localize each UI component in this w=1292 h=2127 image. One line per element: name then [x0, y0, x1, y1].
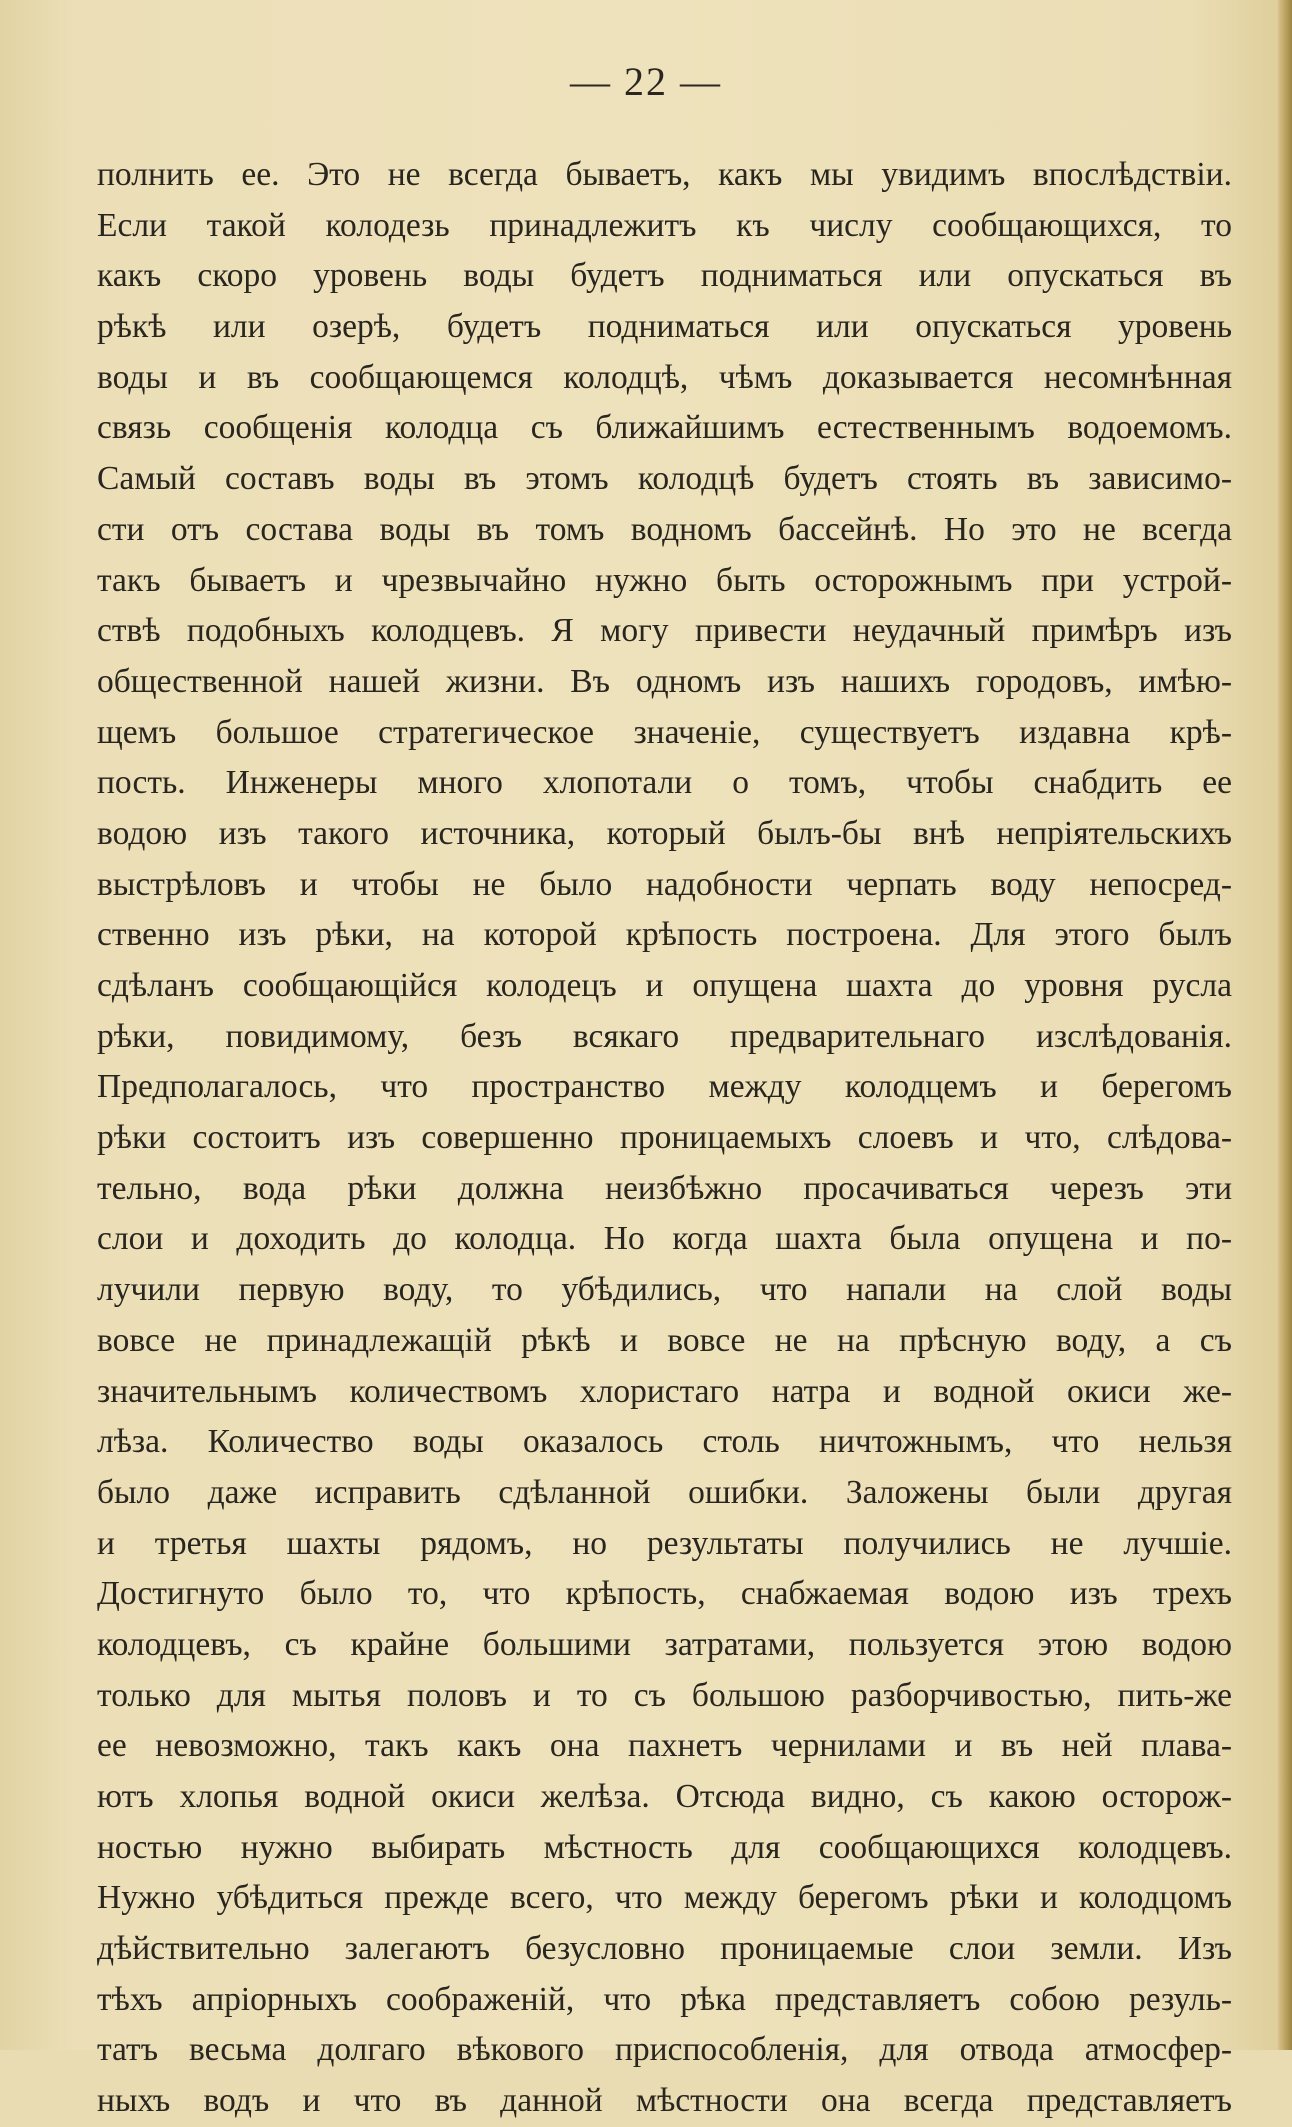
body-text: [97, 150, 1232, 2127]
text-line: рѣкѣ или озерѣ, будетъ подниматься или опускаться уровень: [97, 308, 1232, 346]
text-line: ныхъ водъ и что въ данной мѣстности она всегда представляетъ: [97, 2082, 1232, 2120]
text-line: сдѣланъ сообщающійся колодецъ и опущена шахта до уровня русла: [97, 967, 1232, 1004]
text-line: только для мытья половъ и то съ большою разборчивостью, пить-же: [97, 1676, 1232, 1714]
text-line: Нужно убѣдиться прежде всего, что между берегомъ рѣки и колодцомъ: [97, 1879, 1232, 1917]
text-line: вовсе не принадлежащій рѣкѣ и вовсе не на прѣсную воду, а съ: [97, 1321, 1232, 1359]
text-line: какъ скоро уровень воды будетъ подниматься или опускаться въ: [97, 257, 1232, 295]
text-line: тѣхъ апріорныхъ соображеній, что рѣка представляетъ собою резуль-: [97, 1980, 1232, 2018]
text-line: сти отъ состава воды въ томъ водномъ бассейнѣ. Но это не всегда: [97, 510, 1232, 548]
text-line: пость. Инженеры много хлопотали о томъ, чтобы снабдить ее: [97, 764, 1232, 802]
text-line: колодцевъ, съ крайне большими затратами, пользуется этою водою: [97, 1625, 1232, 1663]
text-line: лѣза. Количество воды оказалось столь ничтожнымъ, что нельзя: [97, 1423, 1232, 1461]
text-line: ее невозможно, такъ какъ она пахнетъ чернилами и въ ней плава-: [97, 1727, 1232, 1765]
text-line: дѣйствительно залегаютъ безусловно проницаемые слои земли. Изъ: [97, 1930, 1232, 1968]
text-line: водою изъ такого источника, который былъ-бы внѣ непріятельскихъ: [97, 814, 1232, 852]
text-line: воды и въ сообщающемся колодцѣ, чѣмъ доказывается несомнѣнная: [97, 358, 1232, 396]
text-line: общественной нашей жизни. Въ одномъ изъ нашихъ городовъ, имѣю-: [97, 662, 1232, 700]
text-line: ютъ хлопья водной окиси желѣза. Отсюда видно, съ какою осторож-: [97, 1778, 1232, 1815]
text-line: рѣки состоитъ изъ совершенно проницаемыхъ слоевъ и что, слѣдова-: [97, 1119, 1232, 1157]
text-line: Если такой колодезь принадлежитъ къ числу сообщающихся, то: [97, 206, 1232, 244]
text-line: выстрѣловъ и чтобы не было надобности черпать воду непосред-: [97, 865, 1232, 903]
text-line: ствѣ подобныхъ колодцевъ. Я могу привести неудачный примѣръ изъ: [97, 612, 1232, 650]
text-line: татъ весьма долгаго вѣкового приспособленія, для отвода атмосфер-: [97, 2031, 1232, 2069]
text-line: ностью нужно выбирать мѣстность для сообщающихся колодцевъ.: [97, 1828, 1232, 1866]
text-line: значительнымъ количествомъ хлористаго натра и водной окиси же-: [97, 1372, 1232, 1410]
text-line: такъ бываетъ и чрезвычайно нужно быть осторожнымъ при устрой-: [97, 561, 1232, 599]
text-line: полнить ее. Это не всегда бываетъ, какъ мы увидимъ впослѣдствіи.: [97, 156, 1232, 193]
text-line: Предполагалось, что пространство между колодцемъ и берегомъ: [97, 1068, 1232, 1106]
text-line: тельно, вода рѣки должна неизбѣжно просачиваться черезъ эти: [97, 1169, 1232, 1207]
text-line: связь сообщенія колодца съ ближайшимъ естественнымъ водоемомъ.: [97, 409, 1232, 447]
text-line: рѣки, повидимому, безъ всякаго предварительнаго изслѣдованія.: [97, 1017, 1232, 1055]
text-line: Самый составъ воды въ этомъ колодцѣ будетъ стоять въ зависимо-: [97, 460, 1232, 498]
text-line: было даже исправить сдѣланной ошибки. Заложены были другая: [97, 1473, 1232, 1511]
page-number: — 22 —: [570, 59, 722, 104]
text-line: и третья шахты рядомъ, но результаты получились не лучшіе.: [97, 1524, 1232, 1562]
page-edge-shadow: [1278, 0, 1292, 2050]
text-line: Достигнуто было то, что крѣпость, снабжаемая водою изъ трехъ: [97, 1575, 1232, 1613]
text-line: ственно изъ рѣки, на которой крѣпость построена. Для этого былъ: [97, 916, 1232, 954]
text-line: лучили первую воду, то убѣдились, что напали на слой воды: [97, 1271, 1232, 1309]
text-line: щемъ большое стратегическое значеніе, существуетъ издавна крѣ-: [97, 713, 1232, 751]
text-line: слои и доходить до колодца. Но когда шахта была опущена и по-: [97, 1220, 1232, 1258]
